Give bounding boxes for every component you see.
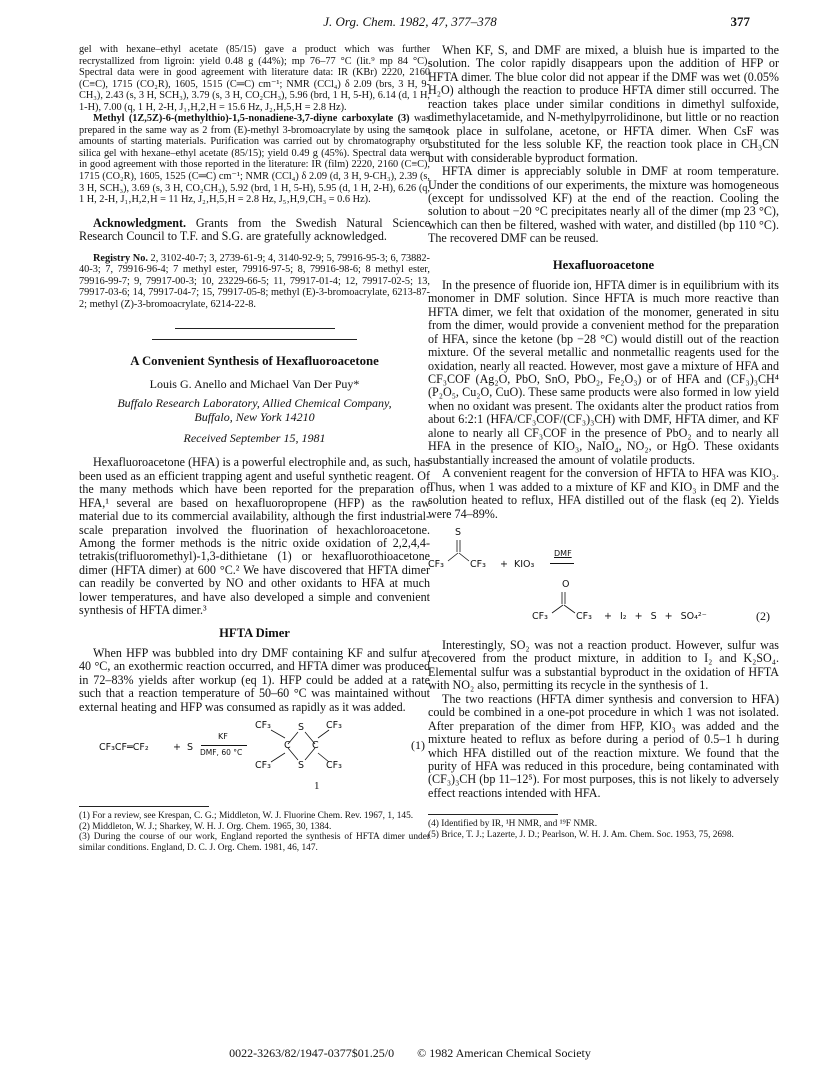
eq2-cf3-right-1: CF₃ [470,558,486,570]
compound-number-1: 1 [314,780,320,792]
eq1-arrow-bottom: DMF, 60 °C [200,748,243,757]
footnote-3: (3) During the course of our work, England reported the synthesis of HFTA dimer under similar conditions. England, D. C. J. Org. Chem. 1981, 46, 147. [79,832,430,853]
affiliation-line-1: Buffalo Research Laboratory, Allied Chemical Company, [117,396,392,411]
running-header: J. Org. Chem. 1982, 47, 377–378 [323,14,497,29]
affiliation-line-2: Buffalo, New York 14210 [194,410,315,425]
page-number: 377 [730,14,750,29]
eq2-products: + I₂ + S + SO₄²⁻ [604,610,707,622]
eq1-c-right: C [312,740,319,751]
registry-text: 2, 3102-40-7; 3, 2739-61-9; 4, 3140-92-9; 5, 79916-95-3; 6, 73882-40-3; 7, 79916-96-4; 7 methyl ester, 79916-97-5; 8, 79916-98-6; 8 methyl ester, 79916-99-7; 9, 79917-00-3; 10, 23229-66-5; 11, 79917-01-4; 12, 79917-02-5; 13, 79917-03-6; 14, 79917-04-7; 15, 79917-05-8; methyl (E)-3-bromoacrylate, 6213-87-2; methyl (Z)-3-bromoacrylate, 6214-22-8. [79,252,430,310]
so2-paragraph: Interestingly, SO₂ was not a reaction product. However, sulfur was recovered from the product mixture, in addition to I₂ and K₂SO₄. Elemental sulfur was a substantial byproduct in the oxidation of HFTA with NO₂ also, permitting its recycle in the synthesis of 1. [428,637,779,693]
eq1-plus: + [173,742,181,753]
right-column [428,44,779,841]
section-divider [175,328,335,329]
compound-3-name: Methyl (1Z,5Z)-6-(methylthio)-1,5-nonadiene-3,7-diyne carboxylate (3) [93,113,410,125]
eq2-arrow [550,563,574,564]
eq1-s-bottom: S [298,760,305,771]
footnote-1: (1) For a review, see Krespan, C. G.; Middleton, W. J. Fluorine Chem. Rev. 1967, 1, 145. [79,811,414,821]
footnote-5: (5) Brice, T. J.; Lazerte, J. D.; Pearlson, W. H. J. Am. Chem. Soc. 1953, 75, 2698. [428,829,734,840]
eq1-arrow [201,745,247,746]
eq1-cf3-c: CF₃ [326,720,342,731]
eq1-arrow-top: KF [218,732,228,741]
experimental-paragraph-2 [79,113,430,205]
eq2-sulfur-atom: S [455,526,462,538]
eq2-cf3-left-1: CF₃ [428,558,444,570]
section-divider-lower [152,339,357,340]
compound-3-procedure: was prepared in the same way as 2 from (E)-methyl 3-bromoacrylate by using the same amounts of starting materials. Purification was carried out by chromatography on silica gel with hexane–ethyl acetate (85/15); yield 0.49 g (45%). Spectral data were in good agreement with those reported in the literature: IR (film) 2220, 2160 (C≡C), 1715 (CO₂R), 1605, 1525 (C═C) cm⁻¹; NMR (CCl₄) δ 2.09 (d, 3 H, 9-CH₃), 2.39 (s, 3 H, SCH₃), 3.69 (s, 3 H, CO₂CH₃), 5.92 (brd, 1 H, 5-H), 5.95 (d, 1 H, 2-H), 6.26 (q, 1 H, 2-H, J₁‚H,2‚H = 11 Hz, J₂‚H,5‚H = 2.8 Hz, J₅‚H,9‚CH₃ = 0.6 Hz). [79,113,430,206]
footnote-rule-right [428,814,558,815]
eq2-cf3-right-2: CF₃ [576,610,592,622]
footnote-4: (4) Identified by IR, ¹H NMR, and ¹⁹F NMR. [428,819,598,830]
acknowledgment [79,217,430,244]
eq2-label: (2) [756,608,770,623]
page-footer [0,1046,820,1061]
eq1-sulfur: S [187,742,194,753]
eq1-reactant-hfp: CF₃CF═CF₂ [99,742,149,753]
heading-hfta-dimer: HFTA Dimer [219,625,290,640]
hfa-oxidation-paragraph: In the presence of fluoride ion, HFTA dimer is in equilibrium with its monomer in DMF solution. Since HFTA is much more reactive than HFTA dimer, we felt that oxidation of the monomer, generated in situ from the dimer, would provide a convenient method for the preparation of HFA, since the ketone (bp −28 °C) would distill out of the reaction mixture. Of the several metallic and nonmetallic reagents used for the oxidation, nearly all reacted. However, most gave a mixture of HFA and CF₃COF (Ag₂O, PbO, SnO, PbO₂, Fe₂O₃) or of HFA and (CF₃)₃CH⁴ (P₂O₅, Cu₂O, CuO). These same products were also formed in low yield when no oxidant was present. The oxidants alter the product ratios from about 6:2:1 (HFA/CF₃COF/(CF₃)₃CH) with DMF, HFTA dimer, and KF alone to nearly all CF₃COF in the presence of PbO₂ and to nearly all HFA in the presence of KIO₃, NaIO₄, NO₂, or HgO. These oxidants substantially increased the amount of volatile products. [428,277,779,467]
eq1-c-left: C [284,740,291,751]
article-code: 0022-3263/82/1947-0377$01.25/0 [229,1046,395,1060]
footnote-2: (2) Middleton, W. J.; Sharkey, W. H. J. Org. Chem. 1965, 30, 1384. [79,821,332,832]
received-date: Received September 15, 1981 [183,431,326,446]
introduction-paragraph: Hexafluoroacetone (HFA) is a powerful electrophile and, as such, has been used as an efficient trapping agent and useful synthetic reagent. Of the many methods which have been reported for the preparation of HFA,¹ several are based on hexafluoropropene (HFP) as the raw material due to its commercial availability, although the first industrial-scale preparation involved the fluorination of hexachloroacetone. Among the former methods is the nitric oxide oxidation of 2,2,4,4-tetrakis(trifluoromethyl)-1,3-dithietane (1) or hexafluorothioacetone dimer (HFTA dimer) at 600 °C.² We have discovered that HFTA dimer can readily be converted by NO and other oxidants to HFA at much lower temperatures, and have also developed a simple and convenient synthesis of HFTA dimer.³ [79,455,430,618]
kf-sulfur-paragraph: When KF, S, and DMF are mixed, a bluish hue is imparted to the solution. The color rapidly disappears upon the addition of HFP or HFTA dimer. The blue color did not appear if the DMF was wet (0.05% H₂O) although the reaction to produce HFTA dimer still occurred. The reaction takes place under similar conditions in dimethyl sulfoxide, dimethylacetamide, and N-methylpyrrolidinone, but little or no reaction took place in sulfolane, acetone, or HFTA dimer. When CsF was substituted for the less soluble KF, the reaction took place in CH₃CN but with considerable byproduct formation. [428,43,779,165]
eq1-label: (1) [411,738,425,752]
footnote-rule-left [79,806,209,807]
heading-hexafluoroacetone: Hexafluoroacetone [552,257,655,272]
one-pot-paragraph: The two reactions (HFTA dimer synthesis and conversion to HFA) could be combined in a one-pot procedure in which 1 was not isolated. After preparation of the dimer from HFP, KIO₃ was added and the mixture heated to reflux as before during a period of 0.5–1 h during which HFA distilled out of the reaction mixture. We found that the purity of HFA was reduced in this procedure, being contaminated with (CF₃)₃CH (bp 11–12⁵). For most purposes, this is not likely to adversely effect reactions intended with HFA. [428,691,779,800]
article-title: A Convenient Synthesis of Hexafluoroacetone [130,354,379,369]
left-column [79,44,430,853]
eq2-oxygen-atom: O [562,578,570,590]
hfta-dimer-paragraph: When HFP was bubbled into dry DMF containing KF and sulfur at 40 °C, an exothermic reaction occurred, and HFTA dimer was produced in 72–83% yields after workup (eq 1). HFP could be added at a rate such that a reaction temperature of 50–60 °C was maintained without external heating and HFP was consumed as rapidly as it was added. [79,645,430,714]
experimental-paragraph-1: gel with hexane–ethyl acetate (85/15) gave a product which was further recrystallized from ligroin: yield 0.48 g (44%); mp 76–77 °C (lit.⁹ mp 84 °C). Spectral data were in good agreement with literature data: IR (KBr) 2220, 2160 (C≡C), 1715 (CO₂R), 1605, 1515 (C═C) cm⁻¹; NMR (CCl₄) δ 2.09 (brs, 3 H, 9-CH₃), 2.43 (s, 3 H, SCH₃), 3.79 (s, 3 H, CO₂CH₃), 5.96 (brd, 1 H, 5-H), 6.14 (d, 1 H, 1-H), 7.00 (q, 1 H, 2-H, J₁‚H,2‚H = 15.6 Hz, J₂‚H,5‚H = 2.8 Hz). [79,44,430,113]
registry-label: Registry No. [93,252,148,264]
copyright: © 1982 American Chemical Society [417,1046,591,1060]
eq1-cf3-d: CF₃ [326,760,342,771]
kio3-paragraph: A convenient reagent for the conversion of HFTA to HFA was KIO₃. Thus, when 1 was added to a mixture of KF and KIO₃ in DMF and the solution heated to reflux, HFA distilled out of the flask (eq 2). Yields were 74–89%. [428,466,779,521]
registry-numbers [79,253,430,311]
acknowledgment-text: Grants from the Swedish Natural Science Research Council to T.F. and S.G. are gratefully acknowledged. [79,215,430,244]
eq2-kio3: KIO₃ [514,558,535,570]
eq2-plus-1: + [500,558,508,570]
equation-1 [79,720,430,782]
acknowledgment-label: Acknowledgment. [93,215,187,230]
eq2-cf3-left-2: CF₃ [532,610,548,622]
eq1-cf3-b: CF₃ [255,760,271,771]
article-authors: Louis G. Anello and Michael Van Der Puy* [149,377,360,392]
solubility-paragraph: HFTA dimer is appreciably soluble in DMF at room temperature. Under the conditions of our experiments, the mixture was homogeneous (except for undissolved KF) at the end of the reaction. Cooling the solution to about −20 °C precipitates nearly all of the dimer (mp 23 °C), which can then be filtered, washed with water, and distilled (bp 110 °C). The recovered DMF can be reused. [428,164,779,246]
eq2-arrow-label: DMF [554,548,572,558]
eq1-cf3-a: CF₃ [255,720,271,731]
equation-2 [428,527,779,635]
eq1-s-top: S [298,722,305,733]
